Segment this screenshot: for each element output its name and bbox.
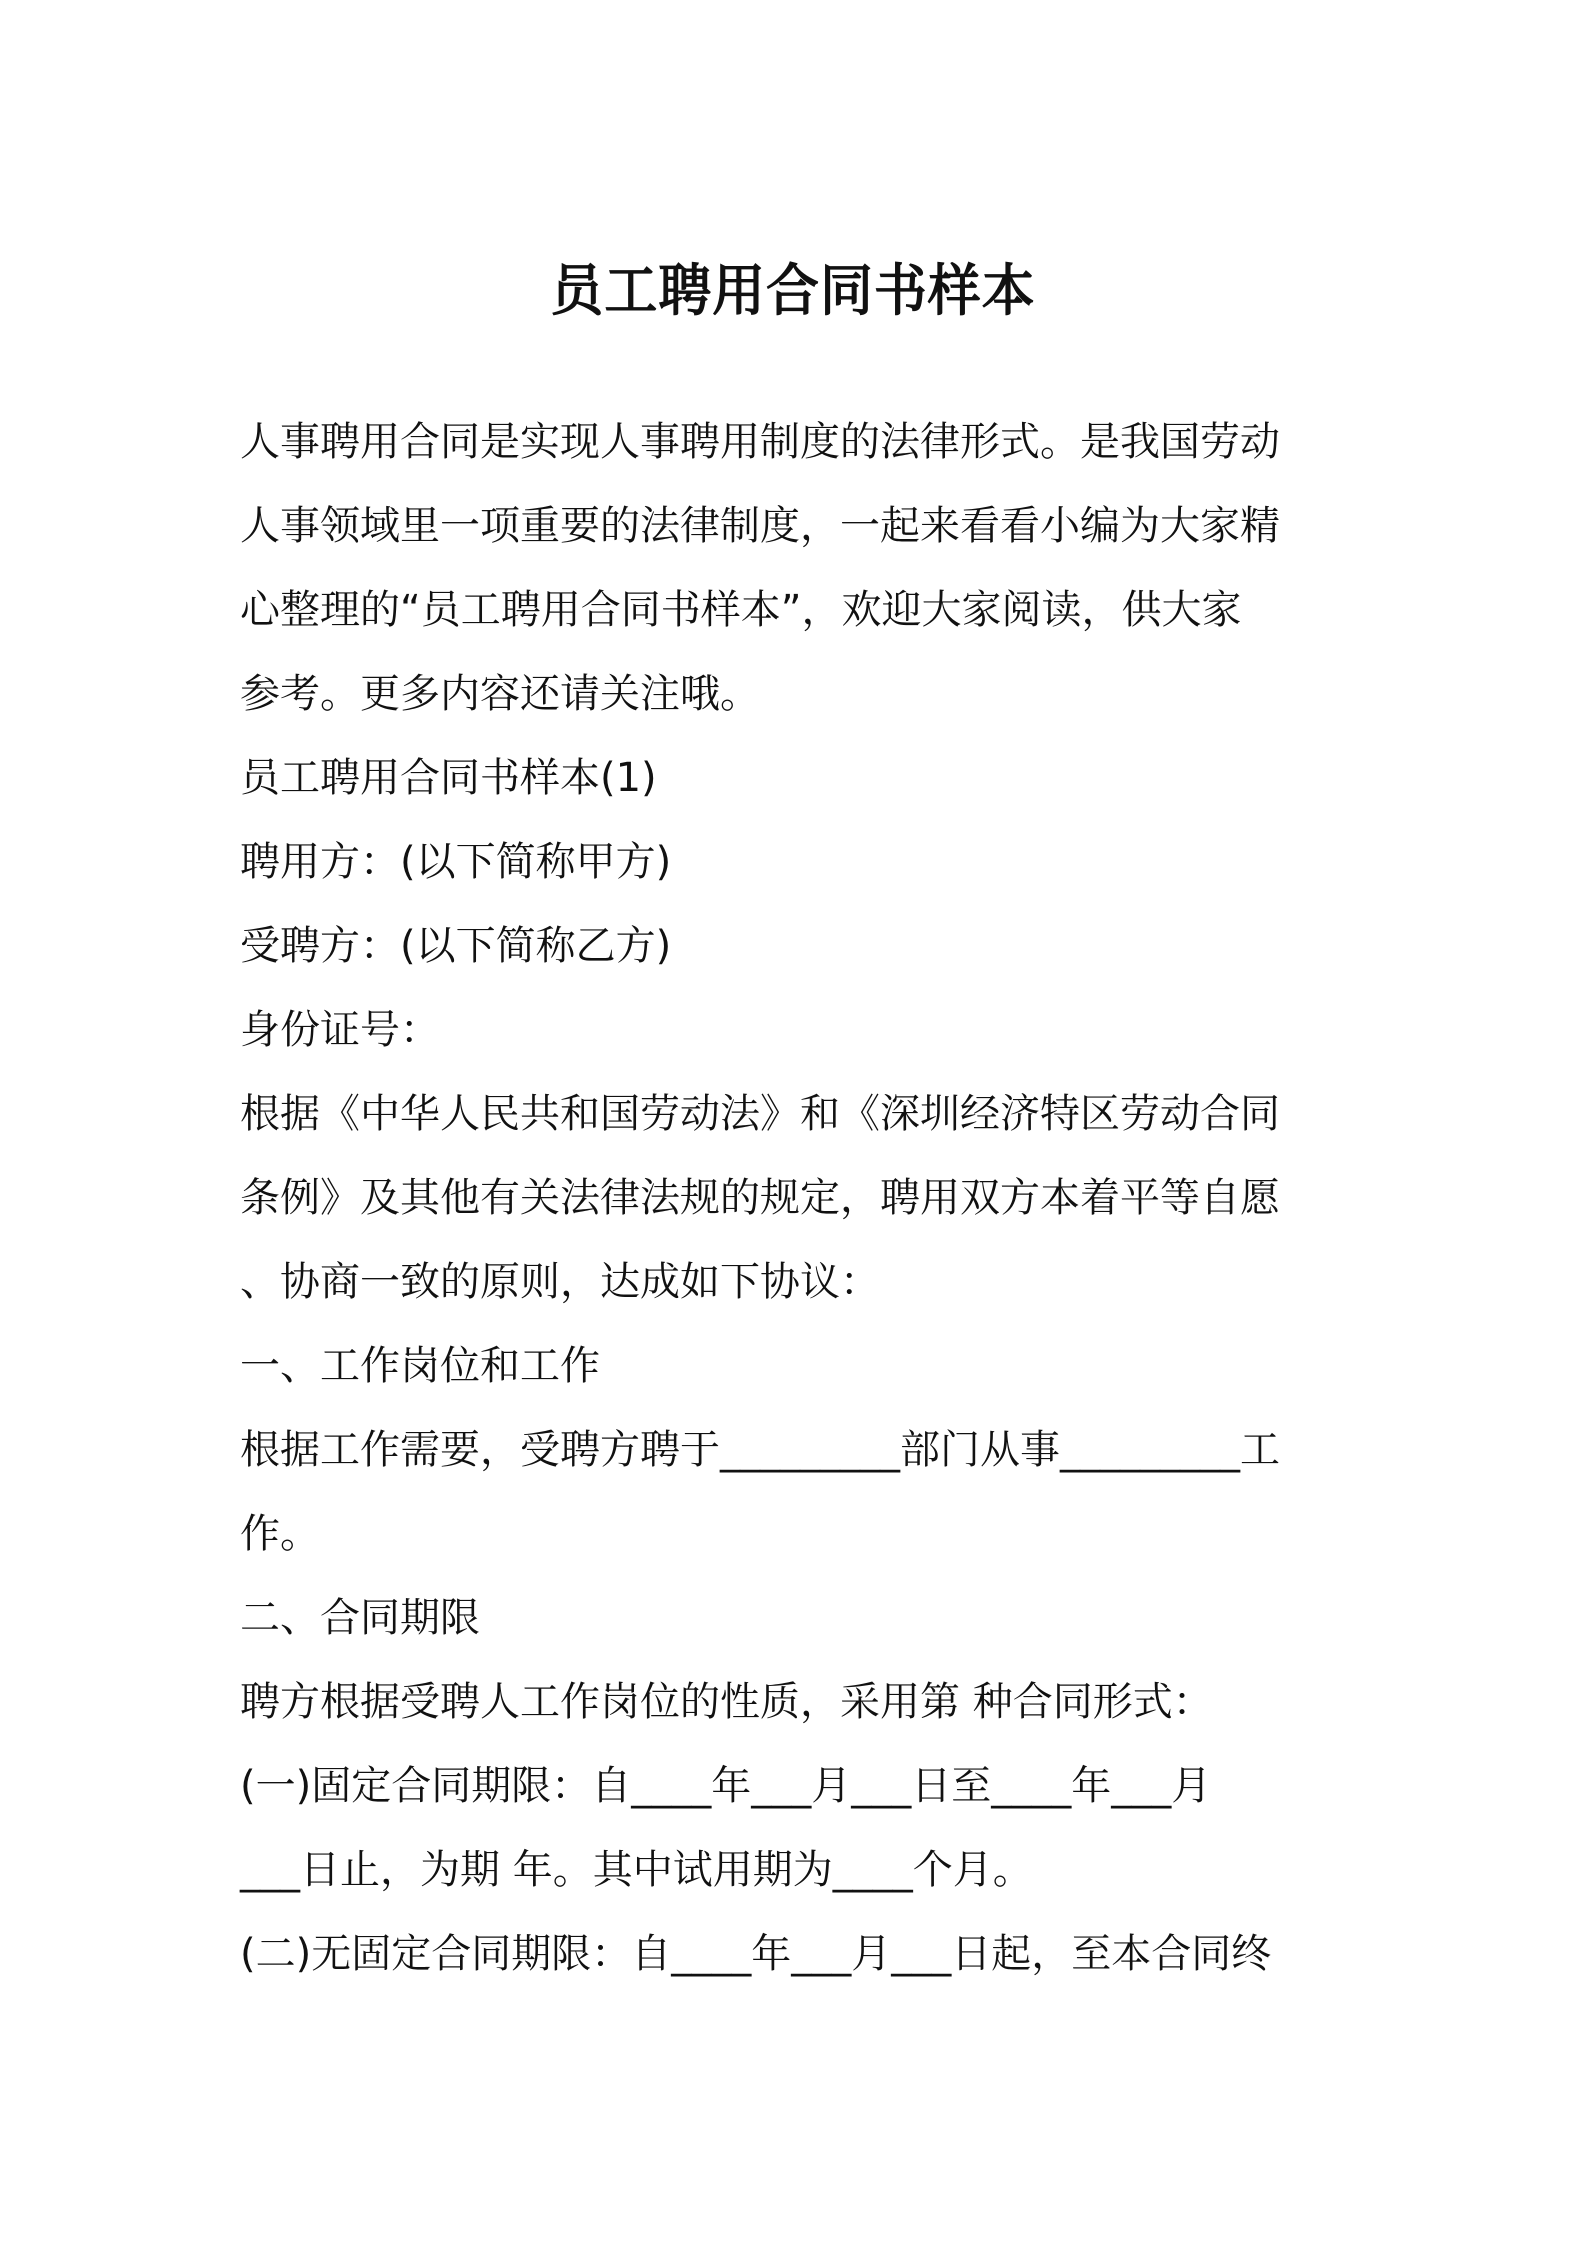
body-line: 心整理的“员工聘用合同书样本”，欢迎大家阅读，供大家	[240, 587, 1242, 633]
body-line: 聘方根据受聘人工作岗位的性质，采用第 种合同形式：	[240, 1679, 1213, 1725]
body-line: 参考。更多内容还请关注哦。	[240, 671, 760, 717]
section-heading: 员工聘用合同书样本(1)	[240, 755, 657, 801]
body-line: 人事领域里一项重要的法律制度，一起来看看小编为大家精	[240, 503, 1280, 549]
employee-field: 受聘方：(以下简称乙方)	[240, 923, 672, 969]
body-line: (二)无固定合同期限：自____年___月___日起，至本合同终	[240, 1931, 1272, 1977]
body-line: 作。	[240, 1511, 320, 1557]
document-title: 员工聘用合同书样本	[550, 259, 1036, 324]
body-line: (一)固定合同期限：自____年___月___日至____年___月	[240, 1763, 1212, 1809]
body-line: 人事聘用合同是实现人事聘用制度的法律形式。是我国劳动	[240, 419, 1280, 465]
body-line: 根据工作需要，受聘方聘于_________部门从事_________工	[240, 1427, 1280, 1473]
body-line: 条例》及其他有关法律法规的规定，聘用双方本着平等自愿	[240, 1175, 1280, 1221]
body-line: 根据《中华人民共和国劳动法》和《深圳经济特区劳动合同	[240, 1091, 1280, 1137]
id-number-field: 身份证号：	[240, 1007, 440, 1053]
body-line: 、协商一致的原则，达成如下协议：	[240, 1259, 880, 1305]
clause-heading: 二、合同期限	[240, 1595, 480, 1641]
clause-heading: 一、工作岗位和工作	[240, 1343, 600, 1389]
body-line: ___日止，为期 年。其中试用期为____个月。	[240, 1847, 1033, 1893]
document-body	[240, 400, 1360, 1996]
employer-field: 聘用方：(以下简称甲方)	[240, 839, 672, 885]
